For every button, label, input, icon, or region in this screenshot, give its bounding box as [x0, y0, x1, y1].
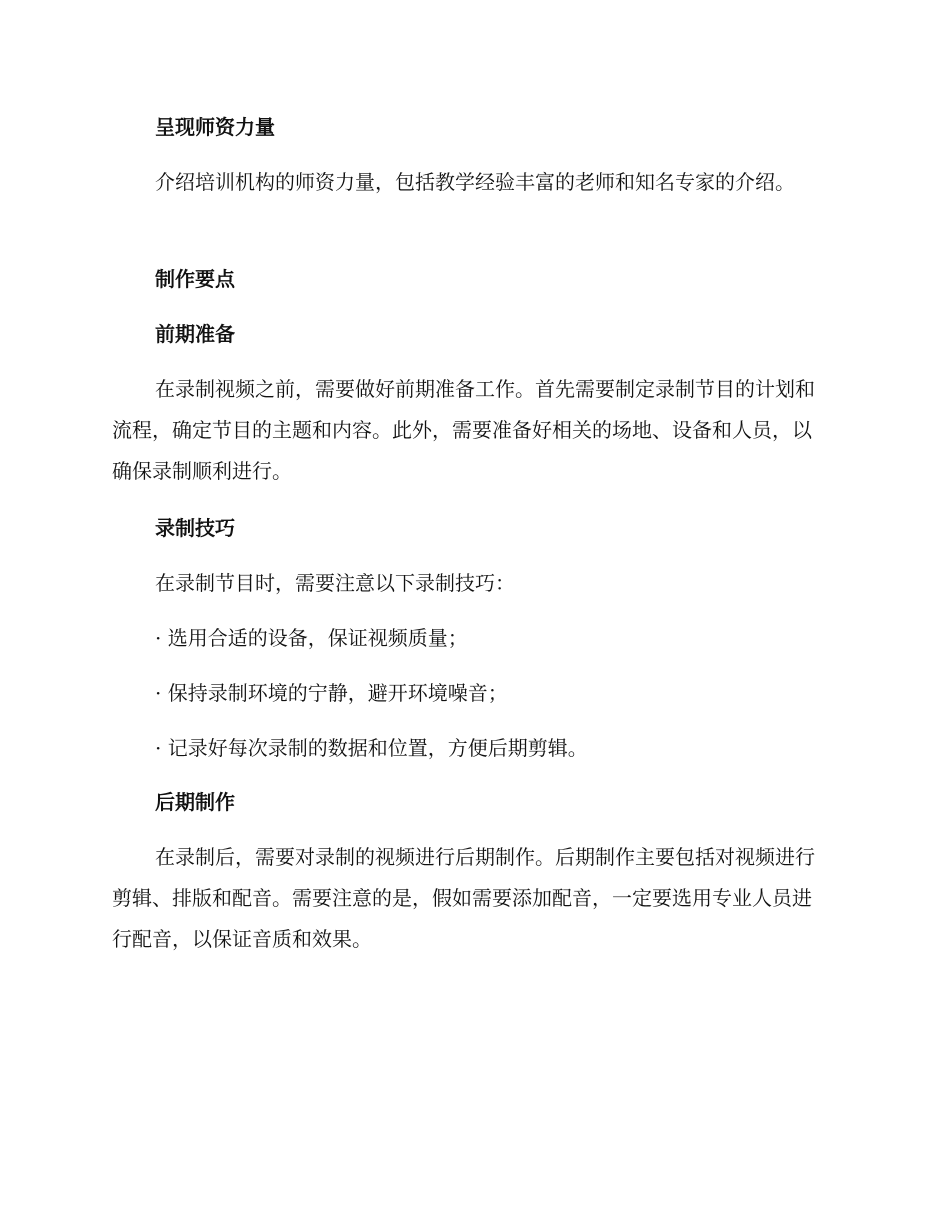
heading-key-points: 制作要点 [155, 267, 235, 291]
heading-post-production: 后期制作 [155, 790, 235, 814]
list-item: · 记录好每次录制的数据和位置，方便后期剪辑。 [155, 736, 588, 760]
list-item: · 选用合适的设备，保证视频质量； [155, 626, 468, 650]
heading-preparation: 前期准备 [155, 322, 235, 346]
paragraph-preparation: 在录制视频之前，需要做好前期准备工作。首先需要制定录制节目的计划和流程，确定节目的主题和内容。此外，需要准备好相关的场地、设备和人员，以确保录制顺利进行。 [112, 377, 815, 483]
heading-faculty: 呈现师资力量 [155, 115, 275, 139]
paragraph-recording-intro: 在录制节目时，需要注意以下录制技巧： [155, 571, 515, 595]
list-item: · 保持录制环境的宁静，避开环境噪音； [155, 681, 508, 705]
heading-recording: 录制技巧 [155, 516, 235, 540]
paragraph-faculty: 介绍培训机构的师资力量，包括教学经验丰富的老师和知名专家的介绍。 [155, 170, 795, 194]
paragraph-post-production: 在录制后，需要对录制的视频进行后期制作。后期制作主要包括对视频进行剪辑、排版和配音。需要注意的是，假如需要添加配音，一定要选用专业人员进行配音，以保证音质和效果。 [112, 845, 815, 951]
